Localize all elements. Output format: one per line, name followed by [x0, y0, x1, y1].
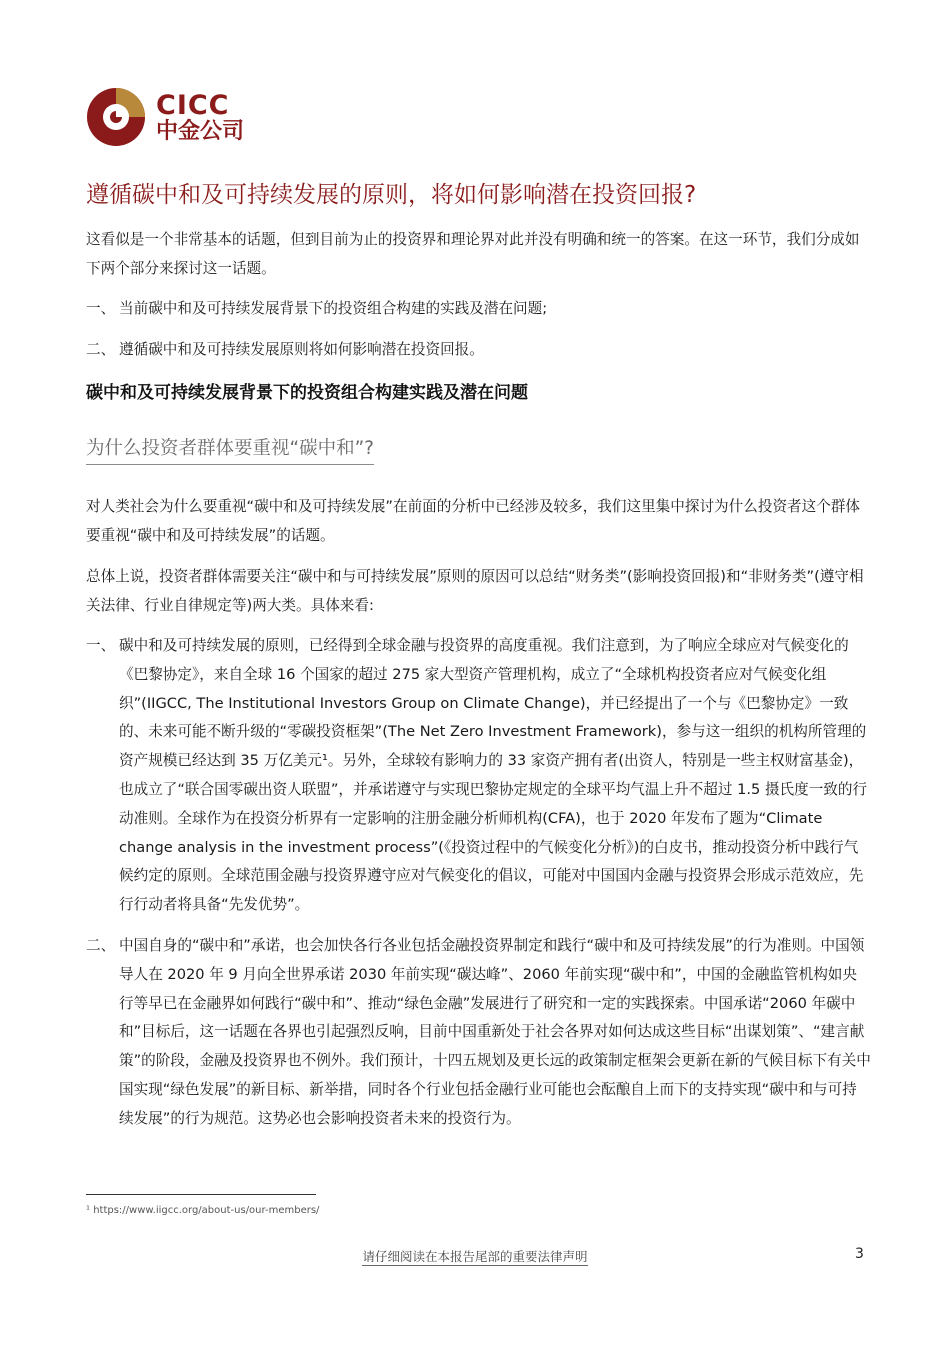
page-title: 遵循碳中和及可持续发展的原则，将如何影响潜在投资回报? — [86, 182, 697, 208]
page-number: 3 — [855, 1246, 864, 1262]
list-number: 一、 — [86, 300, 116, 317]
legal-notice-footer — [0, 1247, 950, 1265]
paragraph-2: 总体上说，投资者群体需要关注“碳中和与可持续发展”原则的原因可以总结“财务类”(影响投资回报)和“非财务类”(遵守相关法律、行业自律规定等)两大类。具体来看: — [86, 568, 864, 614]
subheading: 为什么投资者群体要重视“碳中和”? — [86, 434, 374, 465]
paragraph-1: 对人类社会为什么要重视“碳中和及可持续发展”在前面的分析中已经涉及较多，我们这里集中探讨为什么投资者这个群体要重视“碳中和及可持续发展”的话题。 — [86, 498, 861, 544]
outline-list-2 — [86, 336, 871, 365]
footnote: ¹ https://www.iigcc.org/about-us/our-members/ — [86, 1205, 320, 1216]
footnote-divider — [86, 1194, 316, 1195]
cicc-logo-icon — [86, 87, 146, 147]
points-list-2 — [86, 932, 871, 1134]
logo-name-cn: 中金公司 — [156, 118, 245, 144]
outline-list — [86, 295, 871, 324]
list-text: 中国自身的“碳中和”承诺，也会加快各行各业包括金融投资界制定和践行“碳中和及可持续发展”的行为准则。中国领导人在 2020 年 9 月向全世界承诺 2030 年前实现“碳达峰”、2060 年前实现“碳中和”，中国的金融监管机构如央行等早已在金融界如何践行“碳中和”、推动“绿色金融”发展进行了研究和一定的实践探索。中国承诺“2060 年碳中和”目标后，这一话题在各界也引起强烈反响，目前中国重新处于社会各界对如何达成这些目标“出谋划策”、“建言献策”的阶段，金融及投资界也不例外。我们预计，十四五规划及更长远的政策制定框架会更新在新的气候目标下有关中国实现“绿色发展”的新目标、新举措，同时各个行业包括金融行业可能也会酝酿自上而下的支持实现“碳中和与可持续发展”的行为规范。这势必也会影响投资者未来的投资行为。 — [119, 937, 871, 1127]
list-text: 当前碳中和及可持续发展背景下的投资组合构建的实践及潜在问题; — [119, 300, 548, 317]
cicc-logo — [86, 87, 244, 147]
section-heading: 碳中和及可持续发展背景下的投资组合构建实践及潜在问题 — [86, 383, 528, 403]
list-number: 二、 — [86, 341, 116, 358]
list-item — [86, 336, 871, 365]
list-number: 二、 — [86, 937, 116, 954]
intro-paragraph: 这看似是一个非常基本的话题，但到目前为止的投资界和理论界对此并没有明确和统一的答案。在这一环节，我们分成如下两个部分来探讨这一话题。 — [86, 231, 860, 277]
points-list-1 — [86, 632, 871, 920]
list-item — [86, 295, 871, 324]
list-text: 碳中和及可持续发展的原则，已经得到全球金融与投资界的高度重视。我们注意到，为了响应全球应对气候变化的《巴黎协定》，来自全球 16 个国家的超过 275 家大型资产管理机构，成立了“全球机构投资者应对气候变化组织”(IIGCC, The Institutional Investors Group on Climate Change)，并已经提出了一个与《巴黎协定》一致的、未来可能不断升级的“零碳投资框架”(The Net Zero Investment Framework)，参与这一组织的机构所管理的资产规模已经达到 35 万亿美元¹。另外，全球较有影响力的 33 家资产拥有者(出资人，特别是一些主权财富基金)，也成立了“联合国零碳出资人联盟”，并承诺遵守与实现巴黎协定规定的全球平均气温上升不超过 1.5 摄氏度一致的行动准则。全球作为在投资分析界有一定影响的注册金融分析师机构(CFA)，也于 2020 年发布了题为“Climate change analysis in the investment process”(《投资过程中的气候变化分析》)的白皮书，推动投资分析中践行气候约定的原则。全球范围金融与投资界遵守应对气候变化的倡议，可能对中国国内金融与投资界会形成示范效应，先行行动者将具备“先发优势”。 — [119, 637, 868, 914]
list-number: 一、 — [86, 637, 116, 654]
list-item — [86, 632, 871, 920]
logo-name-en: CICC — [156, 89, 230, 121]
list-item — [86, 932, 871, 1134]
legal-notice-text: 请仔细阅读在本报告尾部的重要法律声明 — [362, 1249, 588, 1264]
list-text: 遵循碳中和及可持续发展原则将如何影响潜在投资回报。 — [119, 341, 484, 358]
